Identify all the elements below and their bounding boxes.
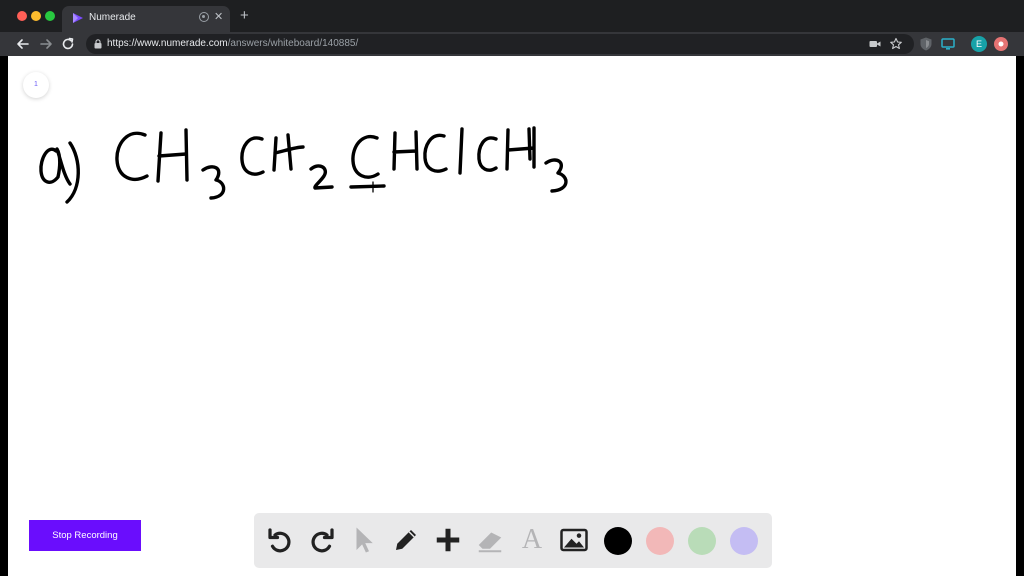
camera-icon[interactable] <box>868 37 882 51</box>
stroke-h2 <box>274 135 303 170</box>
stroke-c2 <box>242 138 263 174</box>
tab-recording-indicator-icon <box>199 12 209 22</box>
extension-badge-icon[interactable] <box>993 36 1009 52</box>
tab-title: Numerade <box>89 12 136 23</box>
screen-cast-icon[interactable] <box>940 36 956 52</box>
url-text <box>107 38 358 49</box>
stroke-l <box>460 129 462 173</box>
forward-arrow-icon[interactable] <box>37 35 55 53</box>
stroke-sub3b <box>546 160 566 191</box>
page-number-badge[interactable]: 1 <box>23 72 49 98</box>
plus-icon[interactable] <box>433 525 463 555</box>
stop-recording-button[interactable]: Stop Recording <box>29 520 141 551</box>
eraser-icon[interactable] <box>475 525 505 555</box>
window-close-button[interactable] <box>17 11 27 21</box>
stroke-a <box>41 149 70 184</box>
color-swatch-black[interactable] <box>604 527 632 555</box>
whiteboard-canvas[interactable] <box>8 56 1016 576</box>
stroke-paren <box>67 143 78 202</box>
text-icon[interactable]: A <box>521 524 543 555</box>
window-zoom-button[interactable] <box>45 11 55 21</box>
stroke-c4 <box>425 135 446 171</box>
back-arrow-icon[interactable] <box>14 35 32 53</box>
browser-toolbar <box>0 32 1024 56</box>
pointer-icon[interactable] <box>349 525 379 555</box>
stroke-h1 <box>158 130 187 181</box>
stroke-sub3a <box>203 167 224 198</box>
new-tab-button[interactable]: + <box>240 7 249 24</box>
stroke-h4-extra <box>529 129 530 159</box>
handwritten-formula <box>8 56 1016 576</box>
lock-icon <box>94 39 102 49</box>
profile-avatar[interactable]: E <box>971 36 987 52</box>
reload-icon[interactable] <box>59 35 77 53</box>
color-swatch-pink[interactable] <box>646 527 674 555</box>
url-host: https://www.numerade.com <box>107 38 228 49</box>
numerade-logo-icon <box>72 12 84 24</box>
stroke-c3 <box>353 137 378 177</box>
stroke-h3 <box>394 132 417 169</box>
browser-tab-numerade[interactable] <box>62 6 230 32</box>
address-bar[interactable] <box>86 34 914 54</box>
stroke-cursor <box>368 182 378 192</box>
redo-icon[interactable] <box>307 525 337 555</box>
stroke-c1 <box>117 133 147 179</box>
drawing-toolbar <box>254 513 772 568</box>
bookmark-star-icon[interactable] <box>889 37 903 51</box>
pen-icon[interactable] <box>391 525 421 555</box>
stroke-c5 <box>479 138 496 170</box>
color-swatch-green[interactable] <box>688 527 716 555</box>
image-icon[interactable] <box>559 525 589 555</box>
tab-close-icon[interactable]: ✕ <box>214 11 224 23</box>
stroke-sub2 <box>311 166 332 188</box>
undo-icon[interactable] <box>265 525 295 555</box>
color-swatch-lavender[interactable] <box>730 527 758 555</box>
shield-extension-icon[interactable] <box>918 36 934 52</box>
browser-tab-bar <box>0 0 1024 32</box>
window-minimize-button[interactable] <box>31 11 41 21</box>
url-path: /answers/whiteboard/140885/ <box>227 38 359 49</box>
